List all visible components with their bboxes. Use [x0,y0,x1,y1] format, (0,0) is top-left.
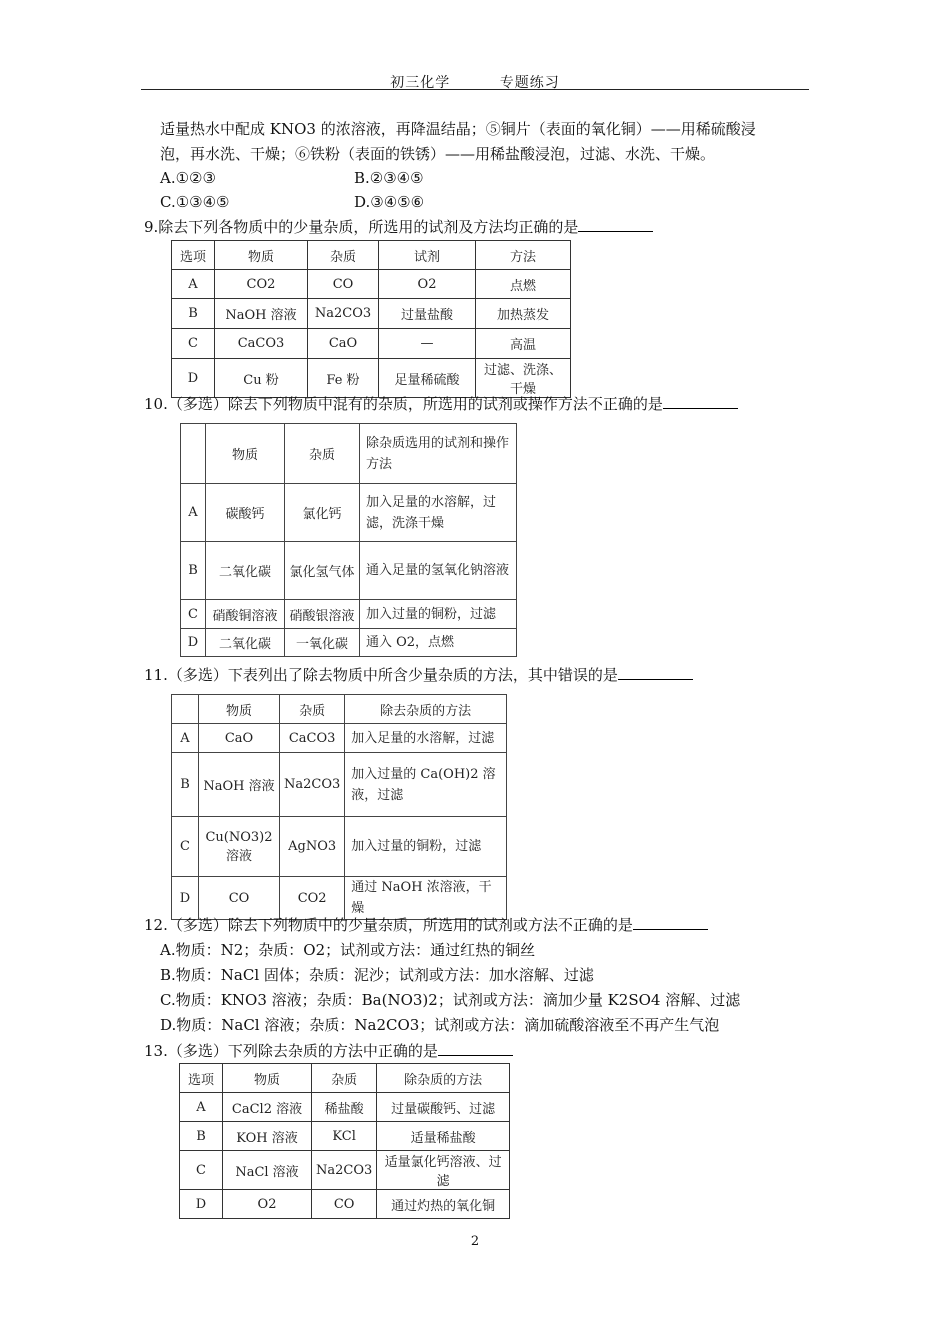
table-header-cell: 除杂质选用的试剂和操作方法 [360,424,517,484]
table-cell: CaCO3 [280,724,345,753]
table-cell: CO [199,877,280,920]
table-cell: C [180,1151,223,1190]
table-header-cell: 物质 [223,1064,312,1093]
table-cell: 加入足量的水溶解，过滤 [345,724,507,753]
q12-option-d: D.物质：NaCl 溶液；杂质：Na2CO3；试剂或方法：滴加硫酸溶液至不再产生气泡 [160,1016,720,1034]
table-header-row [180,1064,510,1093]
answer-blank [578,219,653,232]
table-cell: 通过 NaOH 浓溶液，干燥 [345,877,507,920]
q8-option-d: D.③④⑤⑥ [354,193,425,211]
q8-line2: 泡，再水洗、干燥；⑥铁粉（表面的铁锈）——用稀盐酸浸泡，过滤、水洗、干燥。 [160,145,716,163]
table-cell: 通过灼热的氧化铜 [377,1190,510,1219]
table-row [181,542,517,600]
table-cell: D [172,877,199,920]
table-cell: 加热蒸发 [476,299,571,329]
answer-blank [633,917,708,930]
table-header-cell: 杂质 [285,424,360,484]
table-cell: KCl [312,1122,377,1151]
q13-question-text: 13.（多选）下列除去杂质的方法中正确的是 [144,1042,438,1060]
table-cell: CO [312,1190,377,1219]
q12-option-b: B.物质：NaCl 固体；杂质：泥沙；试剂或方法：加水溶解、过滤 [160,966,594,984]
table-header-cell: 杂质 [312,1064,377,1093]
table-cell: AgNO3 [280,817,345,877]
q13-question [144,1039,513,1063]
table-cell: B [172,753,199,817]
page-number: 2 [470,1234,480,1249]
table-row [181,629,517,657]
table-cell: KOH 溶液 [223,1122,312,1151]
table-cell: C [172,817,199,877]
q9-table [171,240,571,398]
table-row [180,1190,510,1219]
q8-option-b: B.②③④⑤ [354,169,424,187]
table-cell: CO [308,270,379,299]
table-header-row [172,695,507,724]
q11-question [144,663,693,687]
q11-question-text: 11.（多选）下表列出了除去物质中所含少量杂质的方法，其中错误的是 [144,666,618,684]
table-cell: 过量碳酸钙、过滤 [377,1093,510,1122]
table-cell: D [180,1190,223,1219]
table-cell: C [181,600,206,629]
table-cell: 加入过量的 Ca(OH)2 溶液，过滤 [345,753,507,817]
table-cell: 一氧化碳 [285,629,360,657]
table-cell: 硝酸铜溶液 [206,600,285,629]
table-header-cell [172,695,199,724]
table-header-cell: 物质 [199,695,280,724]
table-cell: 氯化氢气体 [285,542,360,600]
table-cell: Na2CO3 [280,753,345,817]
table-cell: NaOH 溶液 [199,753,280,817]
q12-question-text: 12.（多选）除去下列物质中的少量杂质，所选用的试剂或方法不正确的是 [144,916,633,934]
q12-option-c: C.物质：KNO3 溶液；杂质：Ba(NO3)2；试剂或方法：滴加少量 K2SO4 溶解、过滤 [160,991,741,1009]
table-cell: Cu(NO3)2 溶液 [199,817,280,877]
table-cell: 稀盐酸 [312,1093,377,1122]
table-header-cell: 试剂 [379,241,476,270]
table-cell: Na2CO3 [312,1151,377,1190]
table-cell: 通入足量的氢氧化钠溶液 [360,542,517,600]
q8-option-a: A.①②③ [160,169,216,187]
table-row [172,753,507,817]
table-cell: CaO [308,329,379,359]
table-cell: 二氧化碳 [206,542,285,600]
table-cell: A [172,270,215,299]
table-header-cell: 除去杂质的方法 [345,695,507,724]
q13-table [179,1063,510,1219]
q9-question [144,215,653,239]
table-cell: 适量稀盐酸 [377,1122,510,1151]
table-cell: Na2CO3 [308,299,379,329]
table-header-cell: 杂质 [308,241,379,270]
table-header-cell [181,424,206,484]
table-header-cell: 方法 [476,241,571,270]
table-row [172,724,507,753]
q10-question [144,392,738,416]
table-header-cell: 除杂质的方法 [377,1064,510,1093]
table-header-cell: 选项 [172,241,215,270]
table-cell: B [181,542,206,600]
header-subject: 初三化学 [390,75,451,91]
q8-line1: 适量热水中配成 KNO3 的浓溶液，再降温结晶；⑤铜片（表面的氧化铜）——用稀硫酸浸 [160,120,756,138]
table-header-cell: 选项 [180,1064,223,1093]
table-cell: 氯化钙 [285,484,360,542]
table-cell: NaOH 溶液 [215,299,308,329]
table-cell: O2 [223,1190,312,1219]
table-cell: 二氧化碳 [206,629,285,657]
table-cell: O2 [379,270,476,299]
q10-question-text: 10.（多选）除去下列物质中混有的杂质，所选用的试剂或操作方法不正确的是 [144,395,663,413]
table-header-cell: 杂质 [280,695,345,724]
table-cell: CaCl2 溶液 [223,1093,312,1122]
q11-table [171,694,507,920]
table-cell: A [180,1093,223,1122]
table-cell: 碳酸钙 [206,484,285,542]
table-cell: 加入过量的铜粉，过滤 [360,600,517,629]
table-cell: 加入过量的铜粉，过滤 [345,817,507,877]
table-cell: 适量氯化钙溶液、过滤 [377,1151,510,1190]
table-header-row [181,424,517,484]
table-cell: 过量盐酸 [379,299,476,329]
table-cell: B [172,299,215,329]
table-cell: — [379,329,476,359]
table-row [172,329,571,359]
table-cell: Cu 粉 [215,359,308,398]
answer-blank [438,1043,513,1056]
table-header-row [172,241,571,270]
table-header-cell: 物质 [215,241,308,270]
table-row [180,1093,510,1122]
table-cell: B [180,1122,223,1151]
table-cell: D [181,629,206,657]
table-cell: 足量稀硫酸 [379,359,476,398]
table-row [180,1122,510,1151]
table-cell: CaO [199,724,280,753]
table-cell: 高温 [476,329,571,359]
table-cell: CaCO3 [215,329,308,359]
table-cell: 加入足量的水溶解，过滤，洗涤干燥 [360,484,517,542]
table-cell: 点燃 [476,270,571,299]
table-cell: A [181,484,206,542]
table-row [172,817,507,877]
answer-blank [618,667,693,680]
table-row [180,1151,510,1190]
table-cell: D [172,359,215,398]
table-cell: A [172,724,199,753]
table-header-cell: 物质 [206,424,285,484]
answer-blank [663,396,738,409]
q12-question [144,913,708,937]
table-row [172,270,571,299]
q9-question-text: 9.除去下列各物质中的少量杂质，所选用的试剂及方法均正确的是 [144,218,579,236]
table-row [172,299,571,329]
table-cell: C [172,329,215,359]
table-cell: 过滤、洗涤、干燥 [476,359,571,398]
table-row [181,600,517,629]
table-cell: CO2 [215,270,308,299]
table-cell: NaCl 溶液 [223,1151,312,1190]
header-topic: 专题练习 [499,75,560,91]
table-cell: CO2 [280,877,345,920]
q10-table [180,423,517,657]
table-cell: 通入 O2，点燃 [360,629,517,657]
header-rule [141,89,809,90]
table-cell: Fe 粉 [308,359,379,398]
table-cell: 硝酸银溶液 [285,600,360,629]
q8-option-c: C.①③④⑤ [160,193,230,211]
q12-option-a: A.物质：N2；杂质：O2；试剂或方法：通过红热的铜丝 [160,941,536,959]
table-row [181,484,517,542]
